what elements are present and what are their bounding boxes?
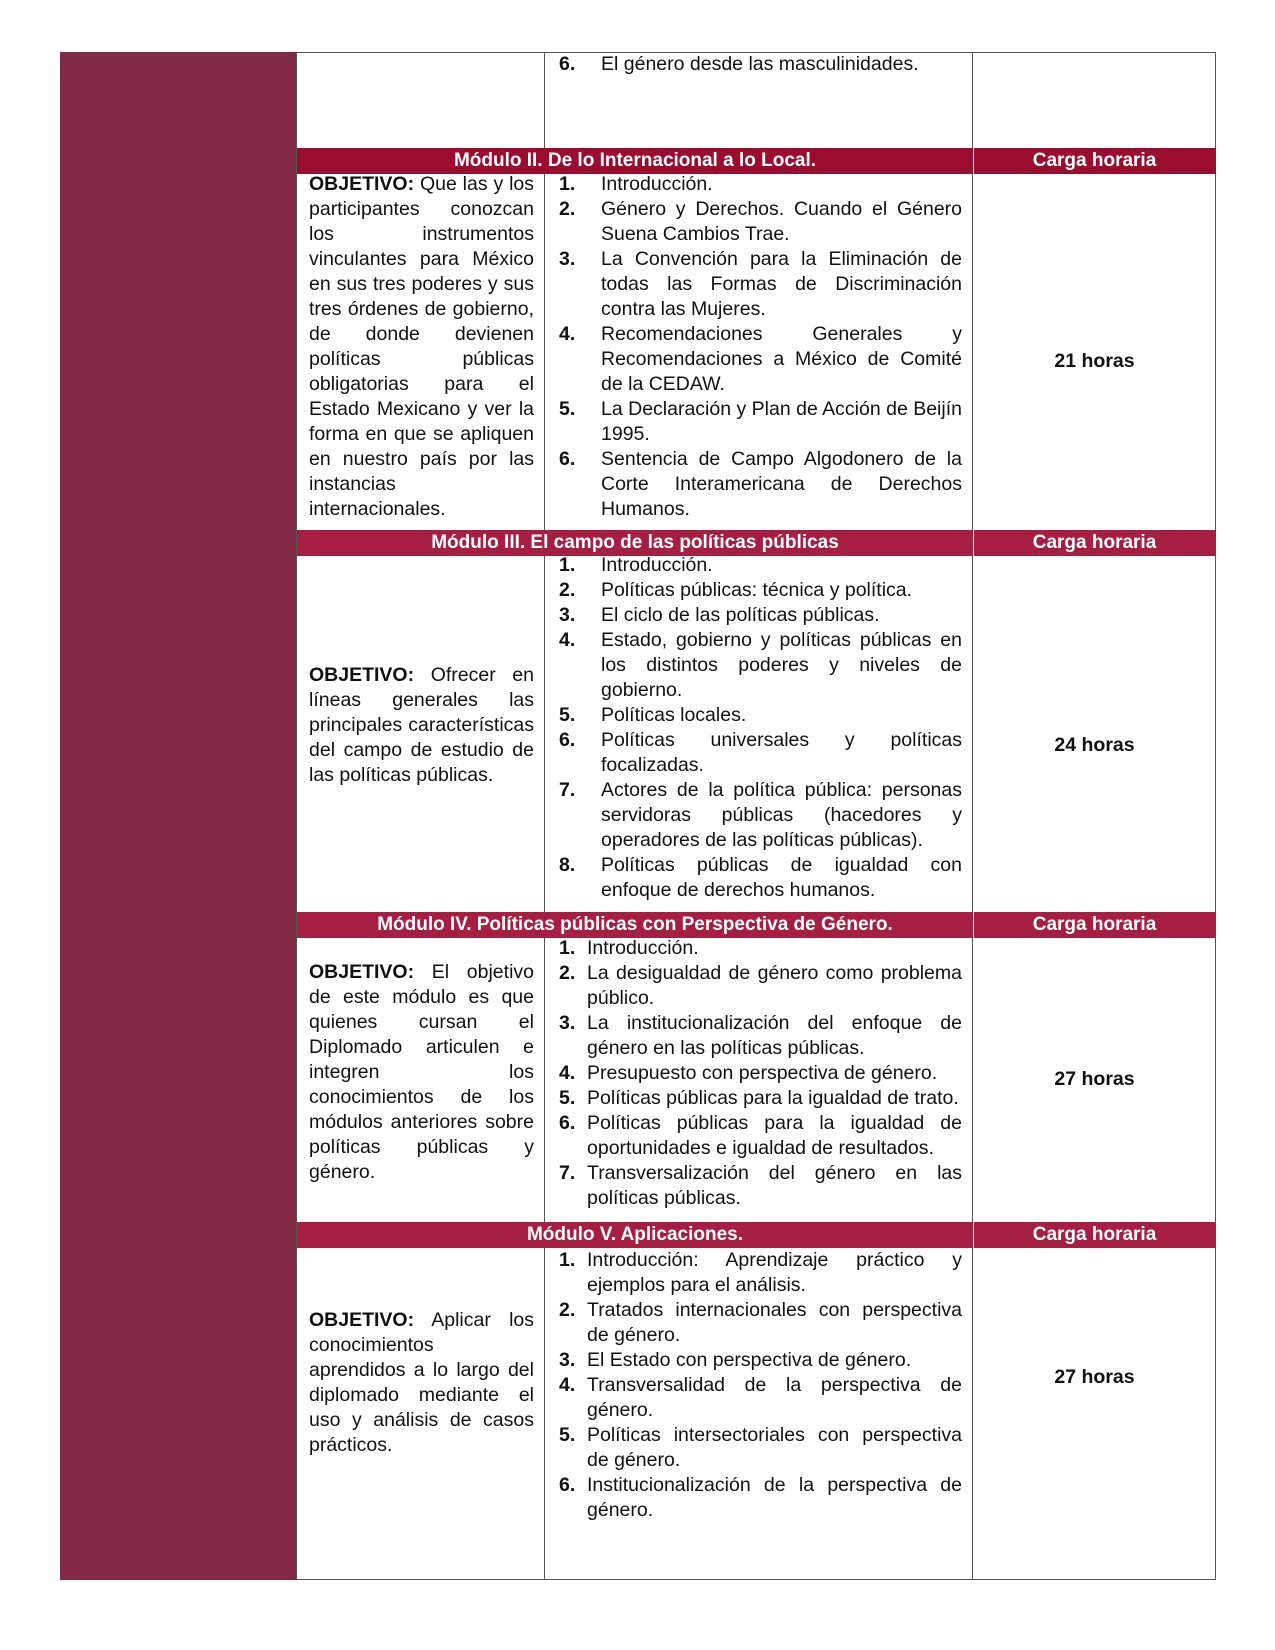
- hours-value: 21 horas: [1054, 350, 1135, 372]
- objective-text: OBJETIVO: Ofrecer en líneas generales las principales características del campo de estudio de las políticas públicas.: [309, 664, 534, 786]
- list-item: 5. Políticas públicas para la igualdad de trato.: [559, 1087, 959, 1109]
- topic-list: [557, 936, 962, 1211]
- module-row: [297, 556, 1216, 914]
- list-item: 4. Estado, gobierno y políticas públicas en los distintos poderes y niveles de gobierno.: [559, 629, 962, 701]
- list-item: 3. El ciclo de las políticas públicas.: [559, 604, 880, 626]
- left-color-column: [60, 52, 297, 1580]
- list-item: 5. Políticas intersectoriales con perspectiva de género.: [559, 1424, 962, 1471]
- list-item: 1. Introducción.: [559, 937, 699, 959]
- list-item: 5. La Declaración y Plan de Acción de Beijín 1995.: [559, 398, 962, 445]
- continuation-row: [297, 52, 1216, 152]
- load-label: Carga horaria: [1032, 150, 1157, 171]
- load-label: Carga horaria: [1032, 1224, 1157, 1245]
- topic-list: [557, 1248, 962, 1523]
- list-item: 8. Políticas públicas de igualdad con enfoque de derechos humanos.: [559, 854, 962, 901]
- list-item: 2. La desigualdad de género como problema público.: [559, 962, 962, 1009]
- load-label: Carga horaria: [1032, 914, 1157, 935]
- hours-value: 27 horas: [1054, 1366, 1135, 1388]
- list-item: 1. Introducción.: [559, 554, 713, 576]
- objective-cell: [297, 1248, 545, 1580]
- hours-value: 27 horas: [1054, 1068, 1135, 1090]
- module-title: Módulo V. Aplicaciones.: [297, 1222, 974, 1248]
- list-item: 6. Políticas universales y políticas focalizadas.: [559, 729, 962, 776]
- topics-cell: [545, 174, 973, 531]
- list-item: 2. Tratados internacionales con perspectiva de género.: [559, 1299, 962, 1346]
- curriculum-table: [297, 52, 1216, 1580]
- module-header: [297, 1222, 1216, 1248]
- topic-list: [557, 553, 962, 903]
- list-item: 4. Presupuesto con perspectiva de género.: [559, 1062, 938, 1084]
- list-item: 7. Actores de la política pública: personas servidoras públicas (hacedores y operadores de las políticas públicas).: [559, 779, 962, 851]
- hours-cell: [973, 52, 1216, 151]
- hours-cell: [973, 556, 1216, 913]
- module-row: [297, 938, 1216, 1224]
- objective-cell: [297, 174, 545, 531]
- module-header: [297, 148, 1216, 174]
- list-item: 3. El Estado con perspectiva de género.: [559, 1349, 912, 1371]
- list-item: 1. Introducción: Aprendizaje práctico y ejemplos para el análisis.: [559, 1249, 962, 1296]
- list-item: 6. Sentencia de Campo Algodonero de la Corte Interamericana de Derechos Humanos.: [559, 448, 962, 520]
- hours-value: 24 horas: [1054, 734, 1135, 756]
- topics-cell: [545, 52, 973, 151]
- list-item: 4. Recomendaciones Generales y Recomendaciones a México de Comité de la CEDAW.: [559, 323, 962, 395]
- hours-cell: [973, 174, 1216, 531]
- list-item: 4. Transversalidad de la perspectiva de género.: [559, 1374, 962, 1421]
- list-item: 1. Introducción.: [559, 173, 713, 195]
- list-item: 6. Institucionalización de la perspectiva de género.: [559, 1474, 962, 1521]
- hours-cell: [973, 938, 1216, 1223]
- list-item: 2. Género y Derechos. Cuando el Género Suena Cambios Trae.: [559, 198, 962, 245]
- list-item: 6. El género desde las masculinidades.: [559, 53, 919, 75]
- list-item: 6. Políticas públicas para la igualdad de oportunidades e igualdad de resultados.: [559, 1112, 962, 1159]
- objective-cell: [297, 556, 545, 913]
- module-row: [297, 174, 1216, 532]
- topics-cell: [545, 556, 973, 913]
- topics-cell: [545, 1248, 973, 1580]
- topic-list: [557, 52, 962, 77]
- list-item: 3. La institucionalización del enfoque de género en las políticas públicas.: [559, 1012, 962, 1059]
- module-row: [297, 1248, 1216, 1580]
- module-title: Módulo III. El campo de las políticas públicas: [297, 530, 974, 556]
- list-item: 5. Políticas locales.: [559, 704, 747, 726]
- list-item: 7. Transversalización del género en las políticas públicas.: [559, 1162, 962, 1209]
- module-title: Módulo IV. Políticas públicas con Perspectiva de Género.: [297, 912, 974, 938]
- load-label: Carga horaria: [1032, 532, 1157, 553]
- list-item: 2. Políticas públicas: técnica y política.: [559, 579, 913, 601]
- module-header: [297, 912, 1216, 938]
- module-title: Módulo II. De lo Internacional a lo Local.: [297, 148, 974, 174]
- objective-text: OBJETIVO: Que las y los participantes conozcan los instrumentos vinculantes para México en sus tres poderes y sus tres órdenes de gobierno, de donde devienen políticas públicas obligatorias para el Estado Mexicano y ver la forma en que se apliquen en nuestro país por las instancias internacionales.: [309, 173, 534, 520]
- hours-cell: [973, 1248, 1216, 1580]
- objective-text: OBJETIVO: Aplicar los conocimientos aprendidos a lo largo del diplomado mediante el uso y análisis de casos prácticos.: [309, 1309, 534, 1456]
- topic-list: [557, 172, 962, 522]
- objective-cell: [297, 52, 545, 151]
- topics-cell: [545, 938, 973, 1223]
- objective-text: OBJETIVO: El objetivo de este módulo es que quienes cursan el Diplomado articulen e integren los conocimientos de los módulos anteriores sobre políticas públicas y género.: [309, 961, 534, 1183]
- list-item: 3. La Convención para la Eliminación de todas las Formas de Discriminación contra las Mujeres.: [559, 248, 962, 320]
- objective-cell: [297, 938, 545, 1223]
